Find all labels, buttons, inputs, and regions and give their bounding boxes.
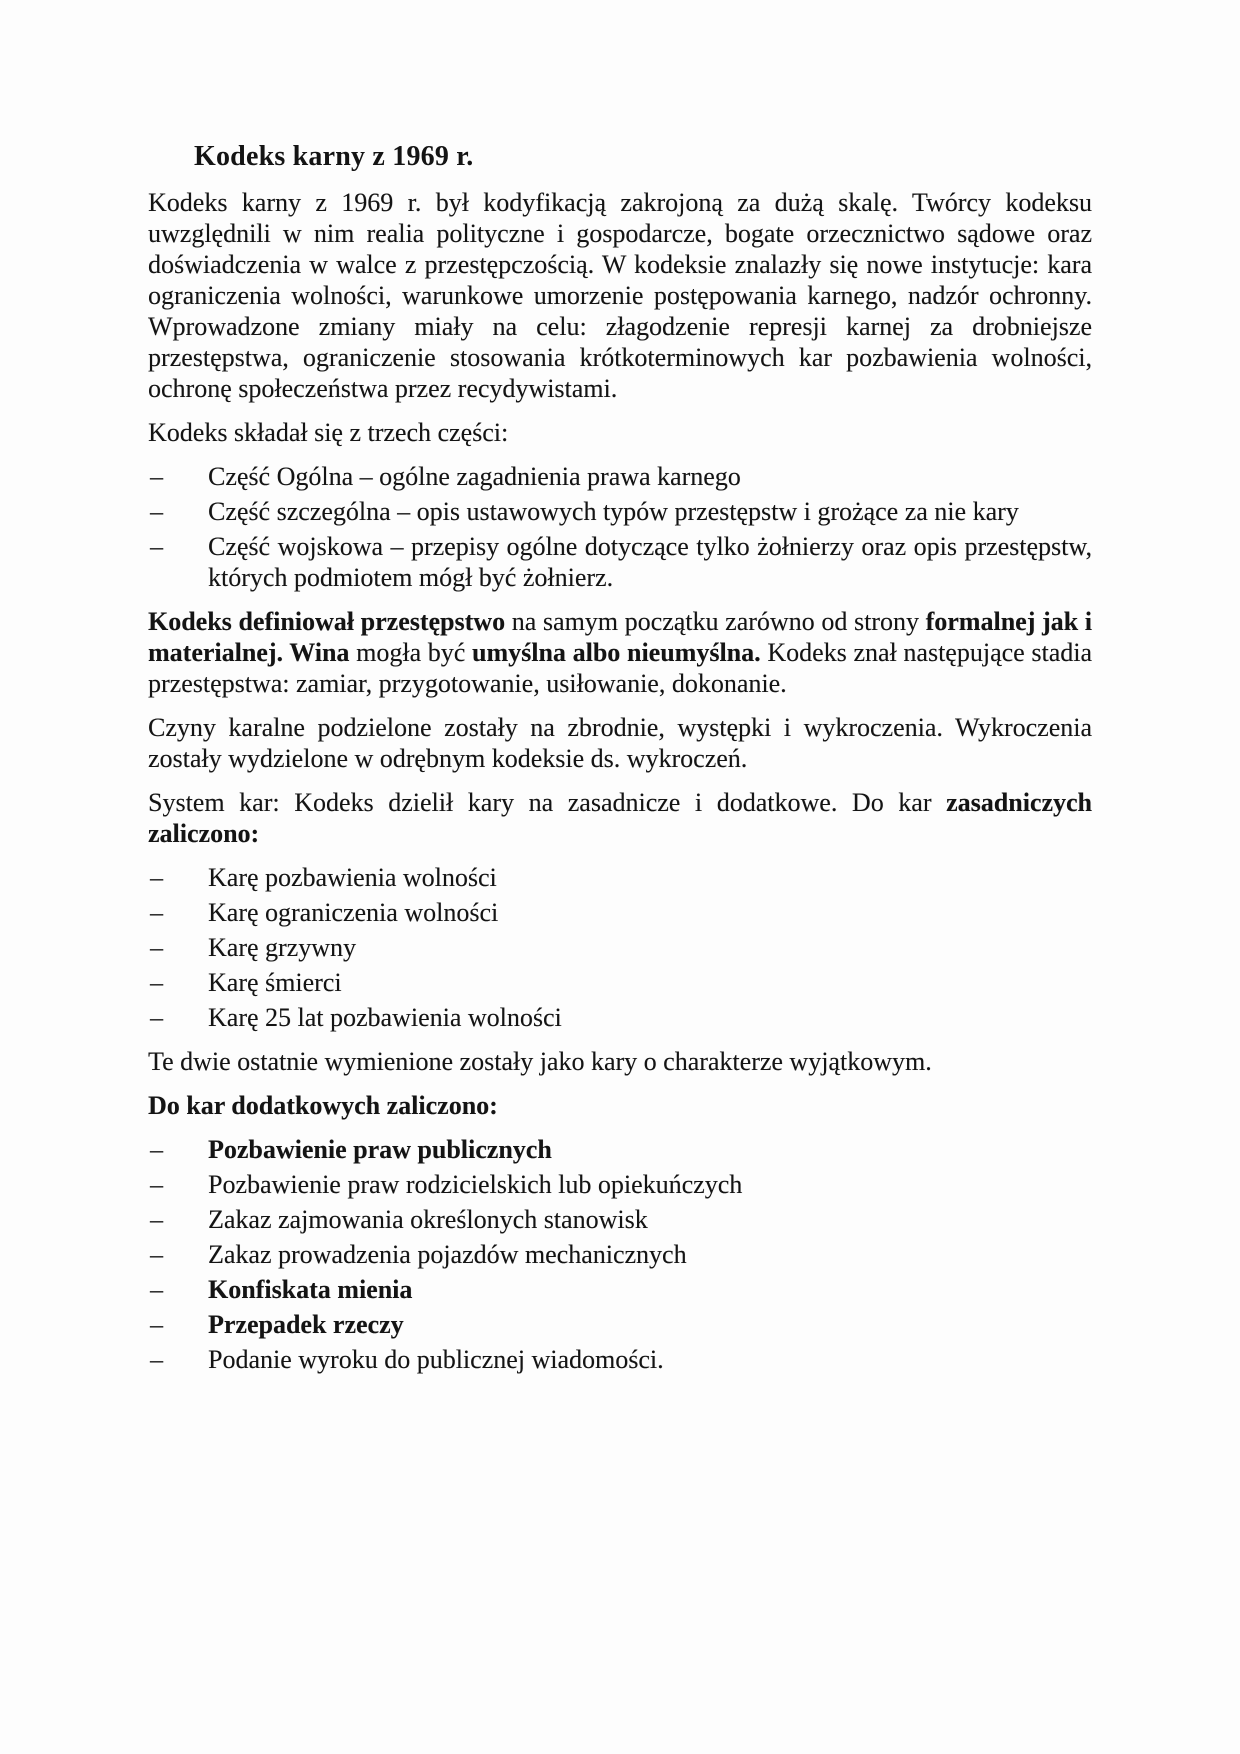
list-item-text: Pozbawienie praw publicznych <box>208 1135 552 1164</box>
paragraph <box>148 712 1092 774</box>
dash-bullet-icon: – <box>150 1345 163 1374</box>
dash-bullet-icon: – <box>150 1135 163 1164</box>
list-item-text: Karę ograniczenia wolności <box>208 898 499 927</box>
text-run: System kar: Kodeks dzielił kary na zasadnicze i dodatkowe. Do kar <box>148 788 947 817</box>
list-item <box>148 1239 1092 1270</box>
dash-bullet-icon: – <box>150 933 163 962</box>
paragraph <box>148 187 1092 404</box>
text-run: umyślna albo nieumyślna. <box>472 638 761 667</box>
list-item-text: Zakaz zajmowania określonych stanowisk <box>208 1205 648 1234</box>
text-run: Te dwie ostatnie wymienione zostały jako kary o charakterze wyjątkowym. <box>148 1047 932 1076</box>
paragraph <box>148 787 1092 849</box>
dash-bullet-icon: – <box>150 968 163 997</box>
text-run: Kodeks definiował przestępstwo <box>148 607 506 636</box>
list-item-text: Część wojskowa – przepisy ogólne dotyczące tylko żołnierzy oraz opis przestępstw, których podmiotem mógł być żołnierz. <box>208 532 1092 592</box>
list-item-text: Karę pozbawienia wolności <box>208 863 497 892</box>
text-run: formalnej jak i materialnej. Wina <box>148 607 1092 667</box>
paragraph <box>148 606 1092 699</box>
text-run: Czyny karalne podzielone zostały na zbrodnie, występki i wykroczenia. Wykroczenia zostały wydzielone w odrębnym kodeksie ds. wykroczeń. <box>148 713 1092 773</box>
paragraph <box>148 1046 1092 1077</box>
list-item-text: Karę grzywny <box>208 933 356 962</box>
list-item <box>148 1169 1092 1200</box>
list-item <box>148 461 1092 492</box>
list-item-text: Przepadek rzeczy <box>208 1310 404 1339</box>
list-item <box>148 862 1092 893</box>
list-item <box>148 897 1092 928</box>
dash-bullet-icon: – <box>150 1310 163 1339</box>
bullet-list <box>148 862 1092 1033</box>
list-item-text: Część Ogólna – ogólne zagadnienia prawa karnego <box>208 462 741 491</box>
list-item <box>148 531 1092 593</box>
dash-bullet-icon: – <box>150 1170 163 1199</box>
dash-bullet-icon: – <box>150 497 163 526</box>
bullet-list <box>148 1134 1092 1375</box>
list-item <box>148 1274 1092 1305</box>
dash-bullet-icon: – <box>150 898 163 927</box>
bullet-list <box>148 461 1092 593</box>
list-item <box>148 1002 1092 1033</box>
list-item <box>148 932 1092 963</box>
text-run: na samym początku zarówno od strony <box>505 607 926 636</box>
document-content <box>148 140 1092 1388</box>
text-run: Do kar dodatkowych zaliczono: <box>148 1091 498 1120</box>
list-item-text: Karę 25 lat pozbawienia wolności <box>208 1003 562 1032</box>
list-item <box>148 1309 1092 1340</box>
text-run: zasadniczych zaliczono: <box>148 788 1092 848</box>
text-run: Kodeks karny z 1969 r. był kodyfikacją zakrojoną za dużą skalę. Twórcy kodeksu uwzględnili w nim realia polityczne i gospodarcze, bogate orzecznictwo sądowe oraz doświadczenia w walce z przestępczością. W kodeksie znalazły się nowe instytucje: kara ograniczenia wolności, warunkowe umorzenie postępowania karnego, nadzór ochronny. Wprowadzone zmiany miały na celu: złagodzenie represji karnej za drobniejsze przestępstwa, ograniczenie stosowania krótkoterminowych kar pozbawienia wolności, ochronę społeczeństwa przez recydywistami. <box>148 188 1092 403</box>
list-item-text: Podanie wyroku do publicznej wiadomości. <box>208 1345 664 1374</box>
list-item <box>148 1204 1092 1235</box>
dash-bullet-icon: – <box>150 1240 163 1269</box>
list-item <box>148 967 1092 998</box>
list-item-text: Pozbawienie praw rodzicielskich lub opiekuńczych <box>208 1170 743 1199</box>
dash-bullet-icon: – <box>150 1205 163 1234</box>
document-title: Kodeks karny z 1969 r. <box>194 141 474 172</box>
dash-bullet-icon: – <box>150 863 163 892</box>
list-item-text: Część szczególna – opis ustawowych typów przestępstw i grożące za nie kary <box>208 497 1019 526</box>
list-item <box>148 1344 1092 1375</box>
list-item-text: Konfiskata mienia <box>208 1275 413 1304</box>
dash-bullet-icon: – <box>150 462 163 491</box>
list-item-text: Karę śmierci <box>208 968 342 997</box>
dash-bullet-icon: – <box>150 1003 163 1032</box>
dash-bullet-icon: – <box>150 1275 163 1304</box>
text-run: mogła być <box>349 638 473 667</box>
text-run: Kodeks składał się z trzech części: <box>148 418 509 447</box>
paragraph <box>148 1090 1092 1121</box>
list-item <box>148 1134 1092 1165</box>
text-run: Kodeks znał następujące stadia przestępstwa: zamiar, przygotowanie, usiłowanie, dokonanie. <box>148 638 1093 698</box>
dash-bullet-icon: – <box>150 532 163 561</box>
list-item-text: Zakaz prowadzenia pojazdów mechanicznych <box>208 1240 687 1269</box>
paragraph <box>148 417 1092 448</box>
document-blocks <box>148 187 1092 1375</box>
list-item <box>148 496 1092 527</box>
